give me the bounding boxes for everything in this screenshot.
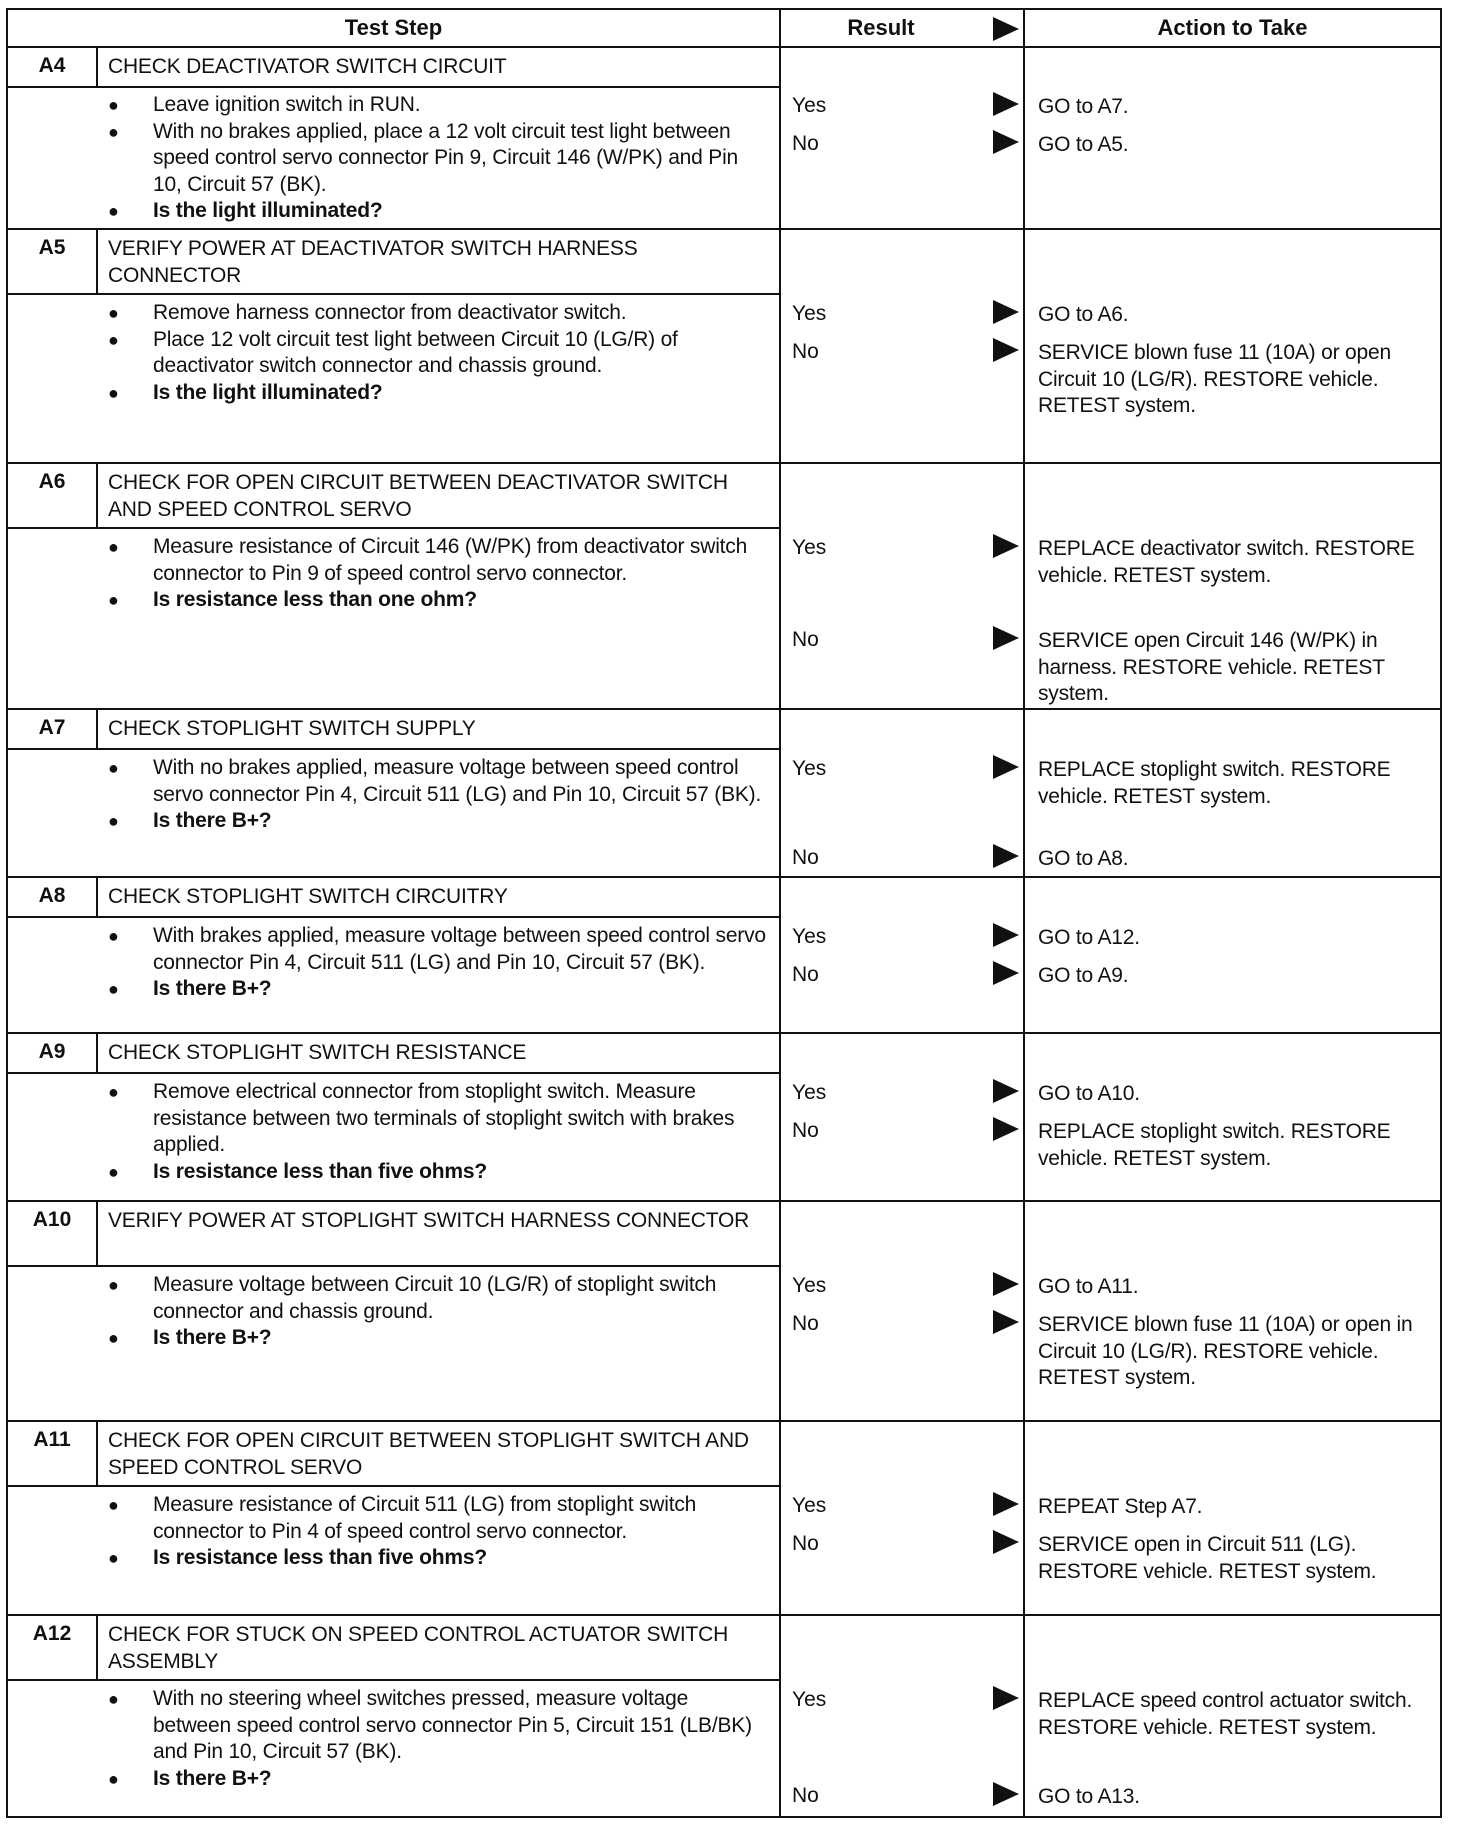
action-yes: GO to A6. <box>1038 303 1129 326</box>
step-id: A6 <box>38 470 66 493</box>
step-title: CHECK FOR OPEN CIRCUIT BETWEEN DEACTIVATOR SWITCH AND SPEED CONTROL SERVO <box>108 471 728 521</box>
header-test-step: Test Step <box>344 15 443 40</box>
result-yes: Yes <box>792 1494 827 1517</box>
result-yes: Yes <box>792 757 827 780</box>
instruction-item: ● With brakes applied, measure voltage between speed control servo connector Pin 4, Circuit 511 (LG) and Pin 10, Circuit 57 (BK). <box>108 923 768 976</box>
instruction-item: ● Measure voltage between Circuit 10 (LG/R) of stoplight switch connector and chassis ground. <box>108 1272 768 1325</box>
action-no: GO to A8. <box>1038 847 1129 870</box>
arrow-icon <box>993 338 1019 362</box>
step-instructions <box>108 1079 768 1185</box>
instruction-question: ● Is there B+? <box>108 1766 768 1793</box>
action-yes: GO to A11. <box>1038 1275 1139 1298</box>
step-title: CHECK DEACTIVATOR SWITCH CIRCUIT <box>108 55 507 78</box>
arrow-icon <box>993 626 1019 650</box>
step-id: A8 <box>38 884 66 907</box>
result-yes: Yes <box>792 94 827 117</box>
instruction-item: ● With no steering wheel switches pressed, measure voltage between speed control servo connector Pin 5, Circuit 151 (LB/BK) and Pin 10, Circuit 57 (BK). <box>108 1686 768 1766</box>
arrow-icon <box>993 1272 1019 1296</box>
step-row-a5 <box>6 230 1442 464</box>
instruction-item: ● Leave ignition switch in RUN. <box>108 92 768 119</box>
step-instructions <box>108 923 768 1003</box>
arrow-icon <box>993 300 1019 324</box>
instruction-item: ● Measure resistance of Circuit 146 (W/PK) from deactivator switch connector to Pin 9 of speed control servo connector. <box>108 534 768 587</box>
result-yes: Yes <box>792 1274 827 1297</box>
step-row-a7 <box>6 710 1442 878</box>
result-no: No <box>792 846 819 869</box>
header-action: Action to Take <box>1157 15 1308 40</box>
arrow-icon <box>993 755 1019 779</box>
action-no: SERVICE blown fuse 11 (10A) or open in Circuit 10 (LG/R). RESTORE vehicle. RETEST system. <box>1038 1313 1413 1389</box>
action-no: GO to A13. <box>1038 1785 1140 1808</box>
step-row-a10 <box>6 1202 1442 1422</box>
header-arrow-icon <box>993 17 1019 41</box>
instruction-question: ● Is the light illuminated? <box>108 380 768 407</box>
step-row-a8 <box>6 878 1442 1034</box>
instruction-question: ● Is resistance less than five ohms? <box>108 1159 768 1186</box>
instruction-question: ● Is there B+? <box>108 1325 768 1352</box>
action-yes: REPEAT Step A7. <box>1038 1495 1203 1518</box>
result-yes: Yes <box>792 302 827 325</box>
step-instructions <box>108 300 768 406</box>
action-yes: GO to A7. <box>1038 95 1129 118</box>
step-instructions <box>108 1272 768 1352</box>
action-yes: GO to A12. <box>1038 926 1140 949</box>
step-row-a6 <box>6 464 1442 710</box>
step-id: A7 <box>38 716 66 739</box>
result-no: No <box>792 963 819 986</box>
step-id: A5 <box>38 236 66 259</box>
instruction-item: ● Remove harness connector from deactivator switch. <box>108 300 768 327</box>
arrow-icon <box>993 534 1019 558</box>
arrow-icon <box>993 1079 1019 1103</box>
result-yes: Yes <box>792 1688 827 1711</box>
step-id: A11 <box>33 1428 71 1451</box>
result-no: No <box>792 1312 819 1335</box>
instruction-question: ● Is resistance less than five ohms? <box>108 1545 768 1572</box>
step-instructions <box>108 1686 768 1792</box>
arrow-icon <box>993 92 1019 116</box>
arrow-icon <box>993 130 1019 154</box>
arrow-icon <box>993 1530 1019 1554</box>
result-no: No <box>792 628 819 651</box>
step-title: CHECK STOPLIGHT SWITCH CIRCUITRY <box>108 885 508 908</box>
arrow-icon <box>993 1310 1019 1334</box>
step-instructions <box>108 1492 768 1572</box>
arrow-icon <box>993 923 1019 947</box>
result-no: No <box>792 1119 819 1142</box>
step-id: A10 <box>32 1208 72 1231</box>
instruction-item: ● Measure resistance of Circuit 511 (LG) from stoplight switch connector to Pin 4 of speed control servo connector. <box>108 1492 768 1545</box>
action-yes: REPLACE speed control actuator switch. RESTORE vehicle. RETEST system. <box>1038 1689 1413 1739</box>
result-yes: Yes <box>792 925 827 948</box>
arrow-icon <box>993 1492 1019 1516</box>
result-yes: Yes <box>792 1081 827 1104</box>
arrow-icon <box>993 1686 1019 1710</box>
action-no: SERVICE open in Circuit 511 (LG). RESTORE vehicle. RETEST system. <box>1038 1533 1377 1583</box>
step-title: CHECK STOPLIGHT SWITCH RESISTANCE <box>108 1041 527 1064</box>
arrow-icon <box>993 1782 1019 1806</box>
step-instructions <box>108 755 768 835</box>
instruction-item: ● With no brakes applied, place a 12 volt circuit test light between speed control servo connector Pin 9, Circuit 146 (W/PK) and Pin 10, Circuit 57 (BK). <box>108 119 768 199</box>
step-title: CHECK STOPLIGHT SWITCH SUPPLY <box>108 717 476 740</box>
action-no: REPLACE stoplight switch. RESTORE vehicle. RETEST system. <box>1038 1120 1391 1170</box>
step-row-a12 <box>6 1616 1442 1818</box>
step-id: A12 <box>32 1622 72 1645</box>
action-no: GO to A5. <box>1038 133 1129 156</box>
instruction-item: ● With no brakes applied, measure voltage between speed control servo connector Pin 4, Circuit 511 (LG) and Pin 10, Circuit 57 (BK). <box>108 755 768 808</box>
result-no: No <box>792 132 819 155</box>
step-row-a4 <box>6 48 1442 230</box>
step-instructions <box>108 534 768 614</box>
step-instructions <box>108 92 768 225</box>
arrow-icon <box>993 961 1019 985</box>
action-no: GO to A9. <box>1038 964 1129 987</box>
arrow-icon <box>993 844 1019 868</box>
instruction-question: ● Is the light illuminated? <box>108 198 768 225</box>
step-title: CHECK FOR STUCK ON SPEED CONTROL ACTUATOR SWITCH ASSEMBLY <box>108 1623 729 1673</box>
instruction-question: ● Is there B+? <box>108 808 768 835</box>
action-yes: GO to A10. <box>1038 1082 1140 1105</box>
instruction-question: ● Is resistance less than one ohm? <box>108 587 768 614</box>
step-row-a9 <box>6 1034 1442 1202</box>
action-yes: REPLACE stoplight switch. RESTORE vehicle. RETEST system. <box>1038 758 1391 808</box>
result-yes: Yes <box>792 536 827 559</box>
table-header <box>6 8 1442 48</box>
instruction-item: ● Place 12 volt circuit test light between Circuit 10 (LG/R) of deactivator switch connector and chassis ground. <box>108 327 768 380</box>
step-row-a11 <box>6 1422 1442 1616</box>
result-no: No <box>792 340 819 363</box>
result-no: No <box>792 1532 819 1555</box>
step-title: VERIFY POWER AT DEACTIVATOR SWITCH HARNESS CONNECTOR <box>108 237 638 287</box>
step-id: A4 <box>38 54 66 77</box>
step-title: VERIFY POWER AT STOPLIGHT SWITCH HARNESS CONNECTOR <box>108 1209 750 1232</box>
instruction-question: ● Is there B+? <box>108 976 768 1003</box>
step-id: A9 <box>38 1040 66 1063</box>
instruction-item: ● Remove electrical connector from stoplight switch. Measure resistance between two terminals of stoplight switch with brakes applied. <box>108 1079 768 1159</box>
action-no: SERVICE blown fuse 11 (10A) or open Circuit 10 (LG/R). RESTORE vehicle. RETEST system. <box>1038 341 1391 417</box>
header-result: Result <box>847 15 915 40</box>
result-no: No <box>792 1784 819 1807</box>
action-no: SERVICE open Circuit 146 (W/PK) in harness. RESTORE vehicle. RETEST system. <box>1038 629 1385 705</box>
arrow-icon <box>993 1117 1019 1141</box>
action-yes: REPLACE deactivator switch. RESTORE vehicle. RETEST system. <box>1038 537 1415 587</box>
step-title: CHECK FOR OPEN CIRCUIT BETWEEN STOPLIGHT SWITCH AND SPEED CONTROL SERVO <box>108 1429 749 1479</box>
